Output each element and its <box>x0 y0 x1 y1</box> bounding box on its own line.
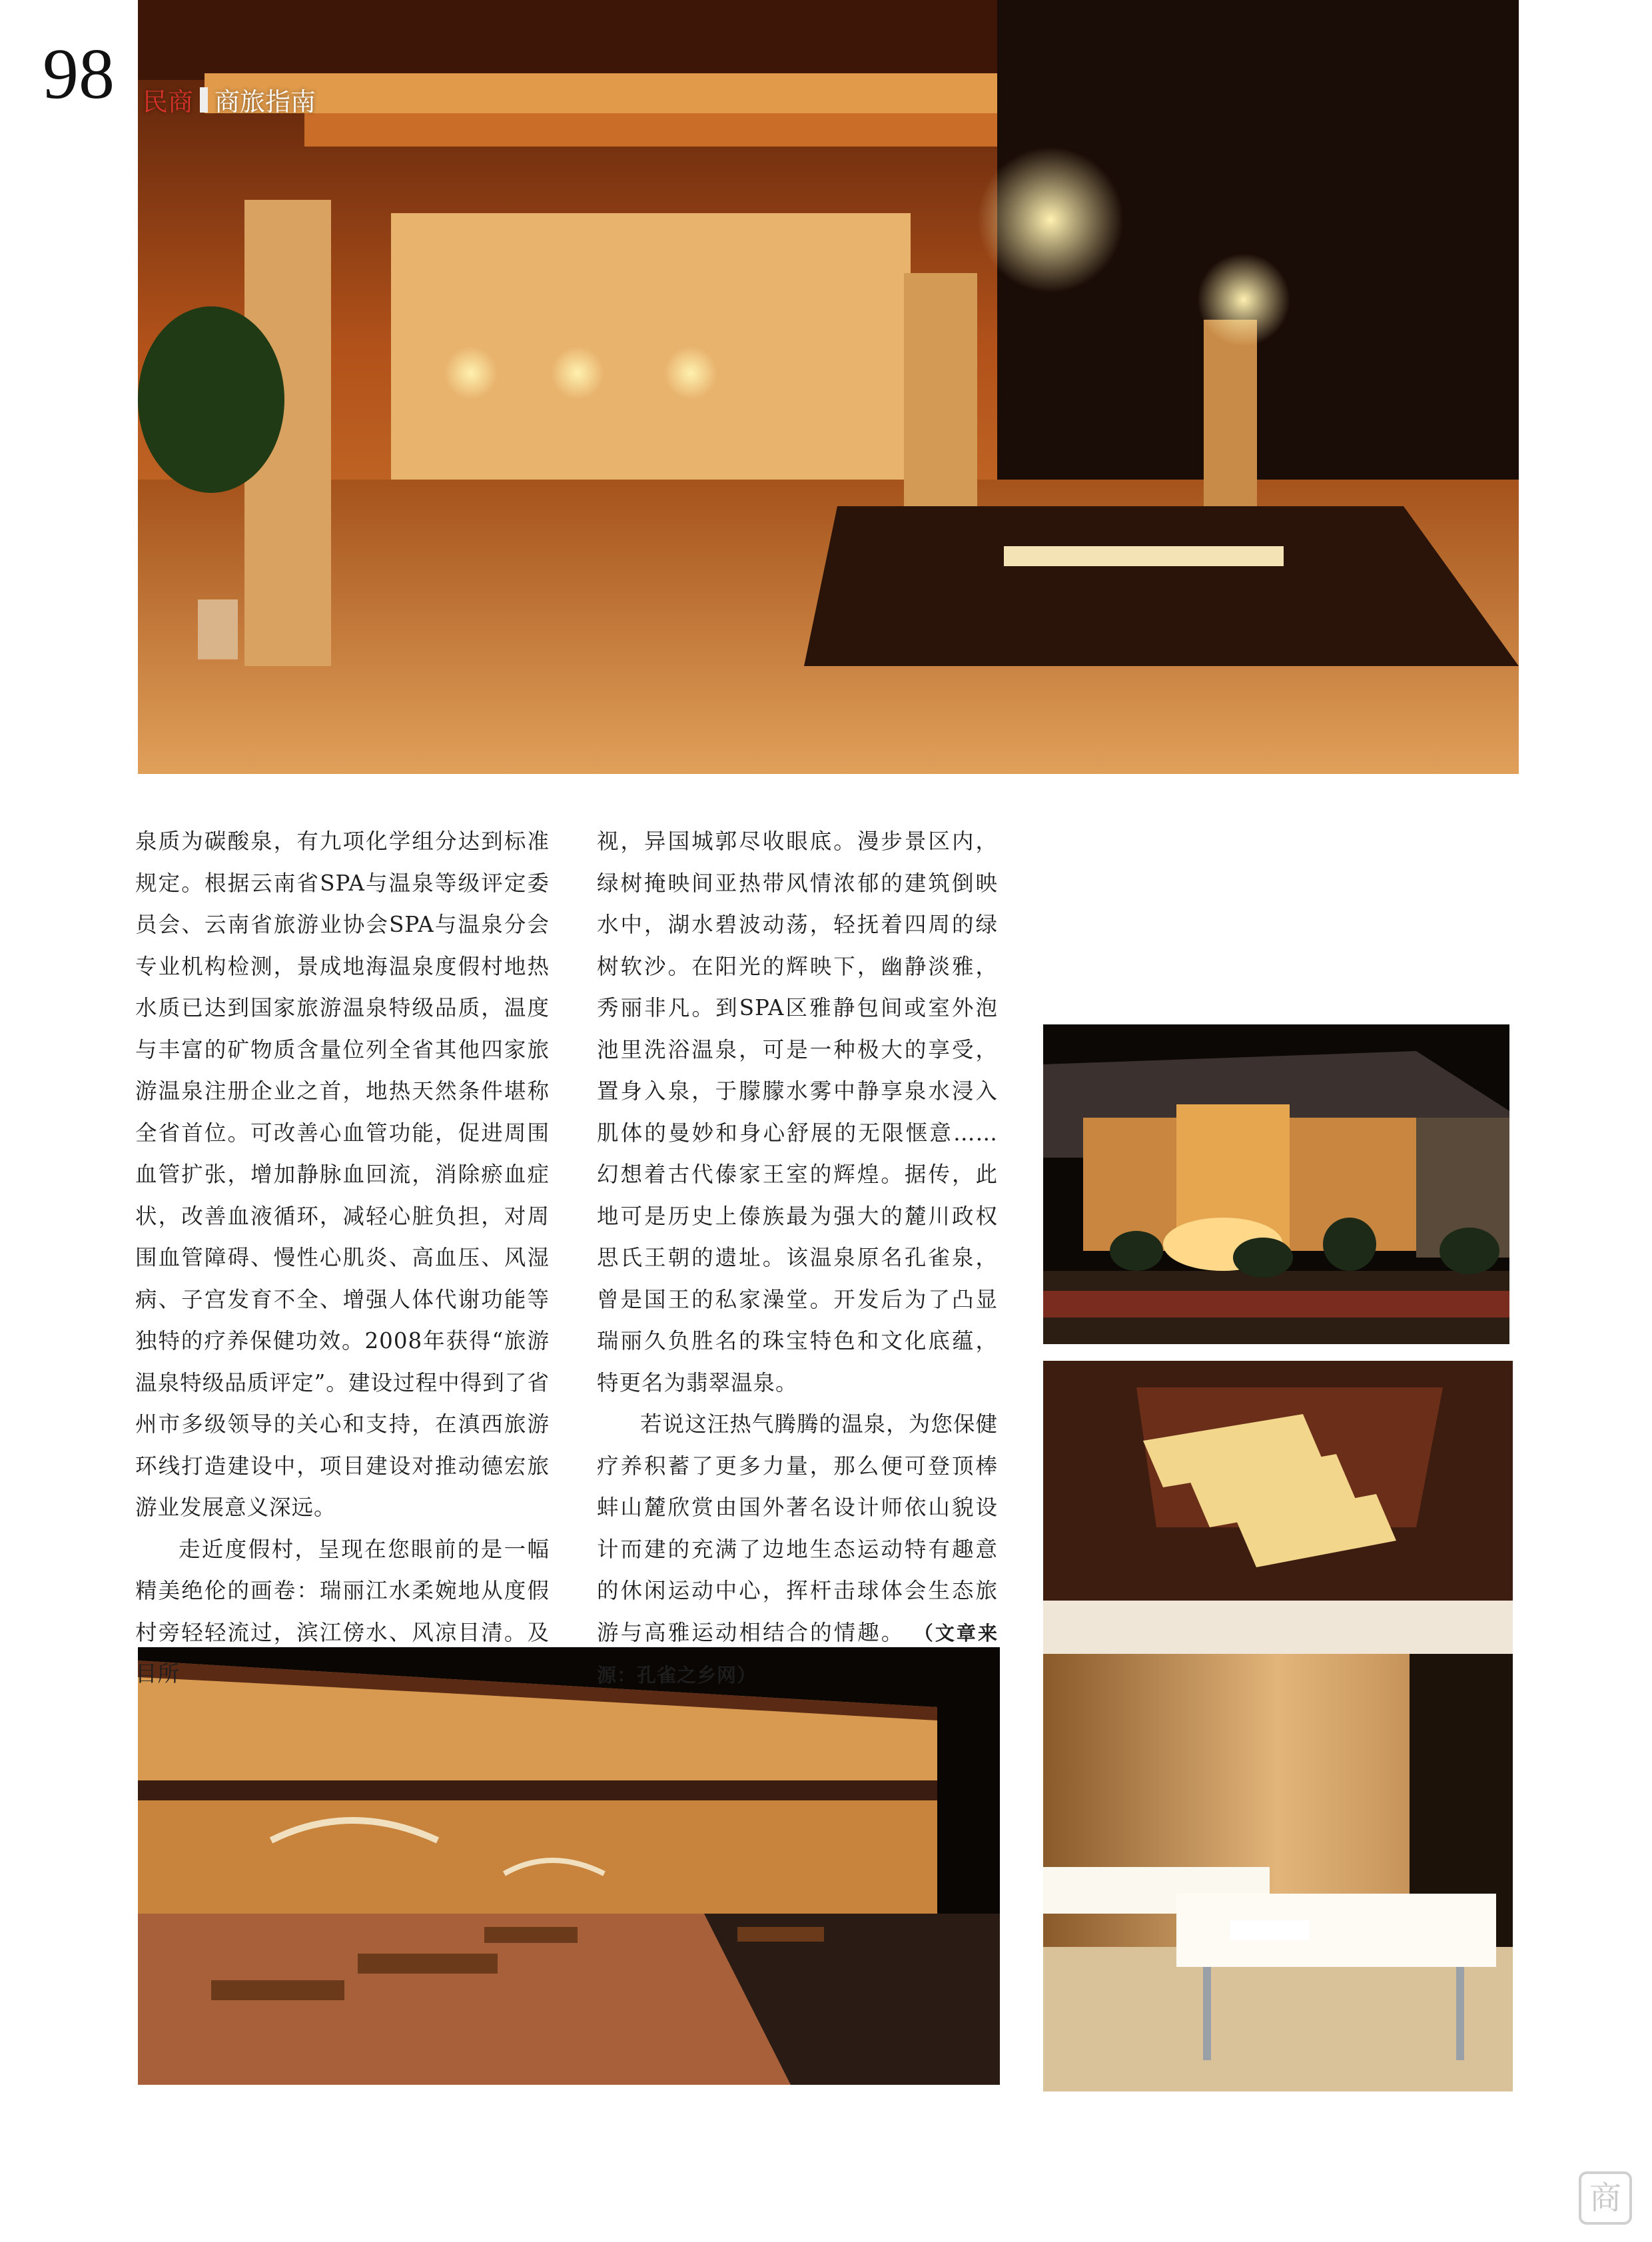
hotel-lobby-image <box>138 0 1519 774</box>
publisher-logo-icon: 商 <box>1579 2171 1632 2225</box>
section-header <box>143 81 316 118</box>
article-paragraph: 泉质为碳酸泉，有九项化学组分达到标准规定。根据云南省SPA与温泉等级评定委员会、云南省旅游业协会SPA与温泉分会专业机构检测，景成地海温泉度假村地热水质已达到国家旅游温泉特级品质，温度与丰富的矿物质含量位列全省其他四家旅游温泉注册企业之首，地热天然条件堪称全省首位。可改善心血管功能，促进周围血管扩张，增加静脉血回流，消除瘀血症状，改善血液循环，减轻心脏负担，对周围血管障碍、慢性心肌炎、高血压、风湿病、子宫发育不全、增强人体代谢功能等独特的疗养保健功效。2008年获得“旅游温泉特级品质评定”。建设过程中得到了省州市多级领导的关心和支持，在滇西旅游环线打造建设中，项目建设对推动德宏旅游业发展意义深远。 <box>135 829 550 1520</box>
resort-exterior-image <box>1043 1024 1509 1344</box>
article-paragraph <box>597 1403 998 1696</box>
pool-terrace-photo <box>138 1647 1000 2085</box>
spa-treatment-room-image <box>1043 1361 1513 2091</box>
article-paragraph: 走近度假村，呈现在您眼前的是一幅精美绝伦的画卷：瑞丽江水柔婉地从度假村旁轻轻流过，滨江傍水、风凉目清。及目所 <box>135 1536 550 1686</box>
header-divider <box>200 87 208 113</box>
article-paragraph: 视，异国城郭尽收眼底。漫步景区内，绿树掩映间亚热带风情浓郁的建筑倒映水中，湖水碧波动荡，轻抚着四周的绿树软沙。在阳光的辉映下，幽静淡雅，秀丽非凡。到SPA区雅静包间或室外泡池里洗浴温泉，可是一种极大的享受，置身入泉，于朦朦水雾中静享泉水浸入肌体的曼妙和身心舒展的无限惬意…… 幻想着古代傣家王室的辉煌。据传，此地可是历史上傣族最为强大的麓川政权思氏王朝的遗址。该温泉原名孔雀泉，曾是国王的私家澡堂。开发后为了凸显瑞丽久负胜名的珠宝特色和文化底蕴，特更名为翡翠温泉。 <box>597 829 998 1395</box>
section-title: 商旅指南 <box>214 87 316 117</box>
page-number: 98 <box>43 35 115 114</box>
article-paragraph-text: 若说这汪热气腾腾的温泉，为您保健疗养积蓄了更多力量，那么便可登顶棒蚌山麓欣赏由国外著名设计师依山貌设计而建的充满了边地生态运动特有趣意的休闲运动中心，挥杆击球体会生态旅游与高雅运动相结合的情趣。 <box>597 1411 998 1645</box>
pool-courtyard-image <box>138 1647 1000 2085</box>
spa-room-photo <box>1043 1361 1513 2091</box>
article-column-1 <box>135 821 550 1695</box>
article-column-2 <box>597 821 998 1696</box>
article-source: （文章来源：孔雀之乡网） <box>597 1621 998 1686</box>
hotel-lobby-photo <box>138 0 1519 774</box>
magazine-name: 民商 <box>143 87 194 117</box>
resort-building-night-photo <box>1043 1024 1509 1344</box>
